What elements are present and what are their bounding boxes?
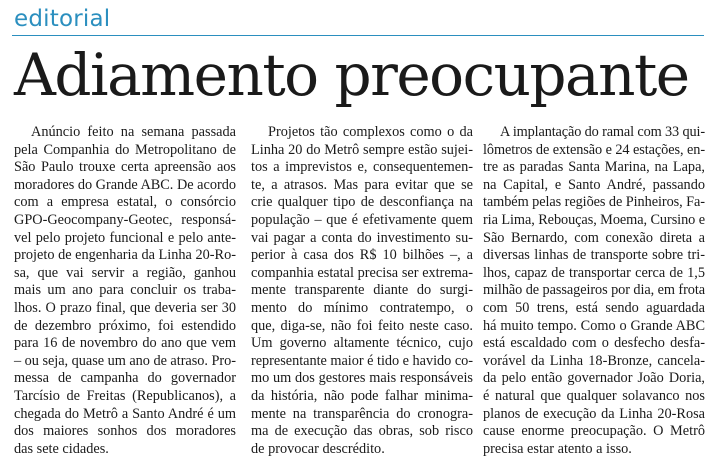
- text-line: Projetos tão complexos como o da: [268, 124, 473, 140]
- text-line: chegada do Metrô a Santo André é um: [14, 405, 236, 422]
- text-line: da história, não pode falhar minima-: [251, 387, 473, 404]
- text-line: companhia estatal precisa ser extrema-: [251, 264, 473, 281]
- text-line: Tarcísio de Freitas (Republicanos), a: [14, 387, 236, 404]
- text-line: vai pagar a conta do investimento su-: [251, 229, 473, 246]
- text-line: de dezembro próximo, foi estendido: [14, 317, 236, 334]
- text-line: Um governo altamente técnico, cujo: [251, 335, 473, 352]
- text-line: ma de execução das obras, sob risco: [251, 423, 473, 440]
- text-line: também pelas regiões de Pinheiros, Fa-: [483, 194, 705, 211]
- text-line: crie qualquer tipo de desconfiança na: [251, 194, 473, 211]
- text-line: mo um dos gestores mais responsáveis: [251, 370, 473, 387]
- article-column-2: [251, 124, 473, 458]
- text-line: sa, que vai servir a região, ganhou: [14, 264, 236, 281]
- text-line: planos de execução da Linha 20-Rosa: [483, 405, 705, 422]
- text-line: com 50 trens, está sendo aguardada: [483, 299, 705, 316]
- text-line: Linha 20 do Metrô sempre estão sujei-: [251, 141, 473, 158]
- text-line: moradores do Grande ABC. De acordo: [14, 176, 236, 193]
- text-line: ria Lima, Rebouças, Moema, Cursino e: [483, 211, 705, 228]
- text-line: tre as paradas Santa Marina, na Lapa,: [483, 159, 705, 176]
- text-line: milhão de passageiros por dia, em frota: [483, 282, 705, 299]
- text-line: mente na transparência do cronogra-: [251, 405, 473, 422]
- text-line: lhos, capaz de transportar cerca de 1,5: [483, 264, 705, 281]
- text-line: da pelo então governador João Doria,: [483, 370, 705, 387]
- text-line: tos a imprevistos e, consequentemen-: [251, 159, 473, 176]
- text-line: te, a atrasos. Mas para evitar que se: [251, 176, 473, 193]
- article-column-1: [14, 124, 236, 458]
- text-line: Anúncio feito na semana passada: [31, 124, 236, 140]
- text-line: São Bernardo, com conexão direta a: [483, 229, 705, 246]
- section-label: editorial: [14, 6, 111, 32]
- text-line: na Capital, e Santo André, passando: [483, 176, 705, 193]
- text-line: diversas linhas de transporte sobre tri-: [483, 247, 705, 264]
- text-line: lômetros de extensão e 24 estações, en-: [483, 141, 705, 158]
- text-line: mento do mínimo contratempo, o: [251, 299, 473, 316]
- section-rule: [12, 35, 704, 36]
- text-line: de provocar descrédito.: [251, 440, 385, 457]
- text-line: com a empresa estatal, o consórcio: [14, 194, 236, 211]
- text-line: para 16 de novembro do ano que vem: [14, 335, 236, 352]
- text-line: mente transparente diante do surgi-: [251, 282, 473, 299]
- text-line: – ou seja, quase um ano de atraso. Pro-: [14, 352, 236, 369]
- text-line: São Paulo trouxe certa apreensão aos: [14, 159, 236, 176]
- text-line: GPO-Geocompany-Geotec, responsá-: [14, 211, 236, 228]
- text-line: das sete cidades.: [14, 440, 109, 457]
- article-column-3: [483, 124, 705, 458]
- text-line: projeto de engenharia da Linha 20-Ro-: [14, 247, 236, 264]
- text-line: que, diga-se, não foi feito neste caso.: [251, 317, 473, 334]
- text-line: lhos. O prazo final, que deveria ser 30: [14, 299, 236, 316]
- text-line: vorável da Linha 18-Bronze, cancela-: [483, 352, 705, 369]
- text-line: pela Companhia do Metropolitano de: [14, 141, 236, 158]
- text-line: população – que é efetivamente quem: [251, 211, 473, 228]
- text-line: cause enorme preocupação. O Metrô: [483, 423, 705, 440]
- text-line: precisa estar atento a isso.: [483, 440, 632, 457]
- text-line: há muito tempo. Como o Grande ABC: [483, 317, 705, 334]
- text-line: perior à casa dos R$ 10 bilhões –, a: [251, 247, 473, 264]
- text-line: representante maior é tido e havido co-: [251, 352, 473, 369]
- text-line: está escaldado com o desfecho desfa-: [483, 335, 705, 352]
- text-line: vel pelo projeto funcional e pelo ante-: [14, 229, 236, 246]
- headline: Adiamento preocupante: [14, 41, 689, 109]
- text-line: é natural que qualquer solavanco nos: [483, 387, 705, 404]
- text-line: mais um ano para concluir os traba-: [14, 282, 236, 299]
- text-line: dos maiores sonhos dos moradores: [14, 423, 236, 440]
- text-line: A implantação do ramal com 33 qui-: [500, 124, 705, 140]
- text-line: messa de campanha do governador: [14, 370, 236, 387]
